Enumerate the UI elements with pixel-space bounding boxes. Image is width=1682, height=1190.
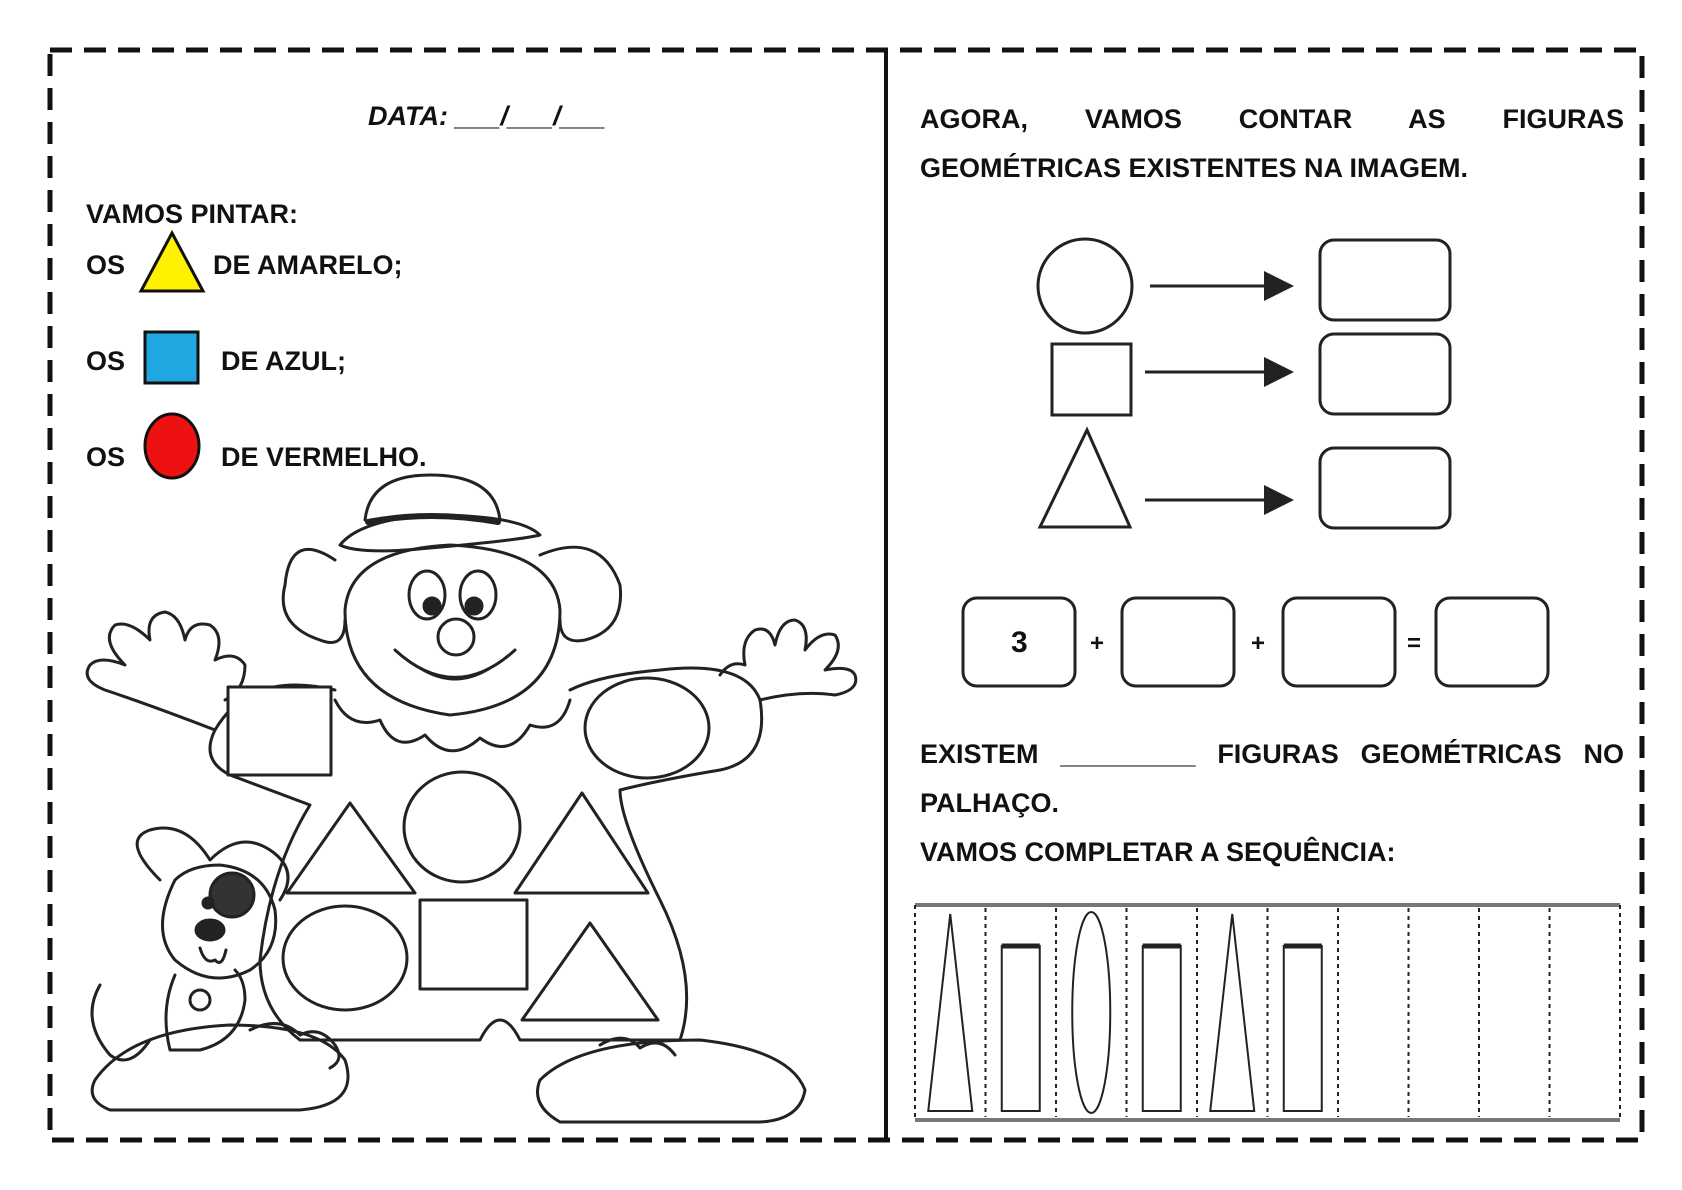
equals-sign: = — [1407, 630, 1422, 657]
row-text-3: DE VERMELHO. — [221, 442, 427, 472]
sequence-empty-cell[interactable] — [1340, 908, 1407, 1117]
row-prefix-2: OS — [86, 346, 126, 376]
existem-word: NO — [1583, 739, 1624, 769]
row-text-2: DE AZUL; — [221, 346, 346, 376]
paint-title: VAMOS PINTAR: — [86, 199, 298, 229]
sum-first-value: 3 — [1011, 626, 1028, 659]
existem-blank[interactable]: _________ — [1060, 739, 1196, 769]
instruction-line-2: GEOMÉTRICAS EXISTENTES NA IMAGEM. — [920, 153, 1469, 183]
instruction-word: CONTAR — [1238, 104, 1353, 134]
sequence-empty-cell[interactable] — [1552, 908, 1619, 1117]
instruction-word: AGORA, — [920, 104, 1028, 134]
sequence-ellipse-icon — [1072, 912, 1110, 1113]
existem-line-2: PALHAÇO. — [920, 788, 1059, 818]
row-prefix-1: OS — [86, 250, 126, 280]
sequence-triangle-icon — [928, 914, 972, 1111]
existem-word: EXISTEM — [920, 739, 1039, 769]
instruction-word: VAMOS — [1084, 104, 1182, 134]
instruction-word: AS — [1408, 104, 1446, 134]
existem-word: GEOMÉTRICAS — [1360, 739, 1562, 769]
sequence-rectangle-icon — [1002, 946, 1040, 1111]
instruction-word: FIGURAS — [1502, 104, 1624, 134]
sequence-empty-cell[interactable] — [1411, 908, 1478, 1117]
sequence-title: VAMOS COMPLETAR A SEQUÊNCIA: — [920, 837, 1396, 867]
row-text-1: DE AMARELO; — [213, 250, 403, 280]
sequence-rectangle-icon — [1143, 946, 1181, 1111]
plus-sign-1: + — [1090, 630, 1105, 657]
sequence-rectangle-icon — [1284, 946, 1322, 1111]
row-prefix-3: OS — [86, 442, 126, 472]
sequence-triangle-icon — [1210, 914, 1254, 1111]
existem-word: FIGURAS — [1217, 739, 1339, 769]
sequence-empty-cell[interactable] — [1481, 908, 1548, 1117]
plus-sign-2: + — [1251, 630, 1266, 657]
date-label: DATA: — [368, 101, 448, 131]
date-blanks: ___/___/___ — [455, 101, 606, 131]
